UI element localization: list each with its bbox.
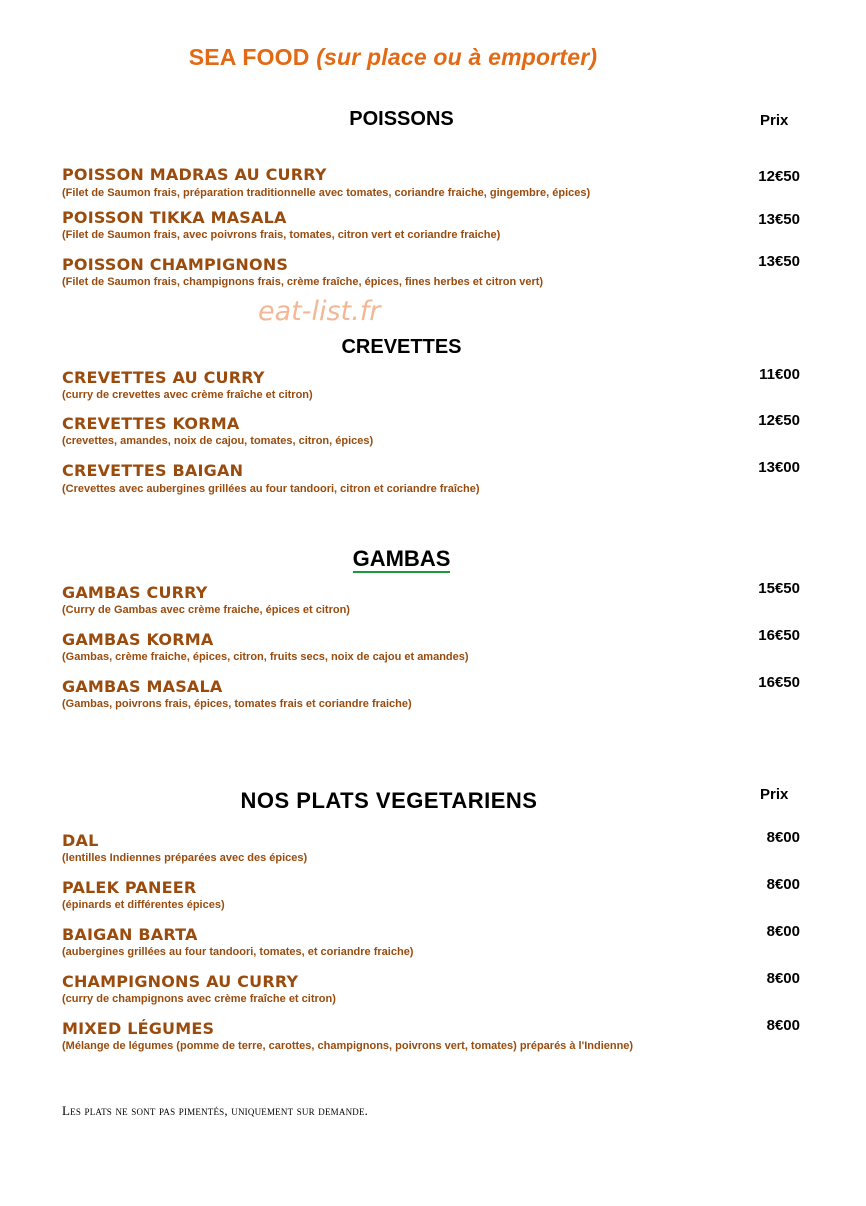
item-price: 15€50: [758, 580, 800, 597]
item-desc: (curry de crevettes avec crème fraîche et citron): [62, 389, 313, 401]
item-name: POISSON TIKKA MASALA: [62, 208, 287, 227]
section-title-gambas-text: GAMBAS: [352, 546, 451, 571]
item-name: GAMBAS KORMA: [62, 630, 214, 649]
item-price: 13€50: [758, 211, 800, 228]
item-name: CREVETTES AU CURRY: [62, 368, 265, 387]
item-price: 13€50: [758, 253, 800, 270]
item-name: GAMBAS MASALA: [62, 677, 223, 696]
item-desc: (Mélange de légumes (pomme de terre, carottes, champignons, poivrons vert, tomates) préparés à l'Indienne): [62, 1040, 634, 1052]
item-desc: (épinards et différentes épices): [62, 899, 225, 911]
item-price: 8€00: [766, 876, 800, 893]
item-desc: (Gambas, poivrons frais, épices, tomates frais et coriandre fraiche): [62, 698, 412, 710]
item-price: 8€00: [766, 1017, 800, 1034]
item-desc: (Gambas, crème fraiche, épices, citron, fruits secs, noix de cajou et amandes): [62, 651, 469, 663]
item-price: 16€50: [758, 674, 800, 691]
item-name: BAIGAN BARTA: [62, 925, 198, 944]
item-price: 11€00: [759, 366, 800, 383]
item-desc: (aubergines grillées au four tandoori, tomates, et coriandre fraiche): [62, 946, 414, 958]
item-name: CHAMPIGNONS AU CURRY: [62, 972, 299, 991]
item-price: 16€50: [758, 627, 800, 644]
item-price: 8€00: [766, 829, 800, 846]
price-heading-vegetarien: Prix: [760, 786, 789, 803]
item-price: 13€00: [758, 459, 800, 476]
footnote: Les plats ne sont pas pimentés, uniquement sur demande.: [62, 1103, 369, 1118]
item-price: 12€50: [758, 412, 800, 429]
section-title-crevettes: CREVETTES: [341, 336, 462, 358]
section-title-poissons: POISSONS: [349, 108, 454, 130]
item-desc: (crevettes, amandes, noix de cajou, tomates, citron, épices): [62, 435, 374, 447]
item-name: MIXED LÉGUMES: [62, 1019, 215, 1038]
section-title-vegetariens: NOS PLATS VEGETARIENS: [240, 788, 538, 813]
page-title: [0, 44, 786, 71]
section-title-gambas: [0, 546, 803, 572]
item-desc: (Filet de Saumon frais, préparation traditionnelle avec tomates, coriandre fraiche, gingembre, épices): [62, 187, 591, 199]
title-subtitle: (sur place ou à emporter): [316, 44, 598, 70]
item-desc: (Filet de Saumon frais, avec poivrons frais, tomates, citron vert et coriandre fraiche): [62, 229, 501, 241]
item-name: DAL: [62, 831, 99, 850]
item-price: 8€00: [766, 923, 800, 940]
title-main: SEA FOOD: [188, 44, 310, 70]
price-heading-seafood: Prix: [760, 112, 789, 129]
item-name: POISSON CHAMPIGNONS: [62, 255, 289, 274]
item-desc: (Crevettes avec aubergines grillées au four tandoori, citron et coriandre fraîche): [62, 483, 480, 495]
watermark-text: eat-list.fr: [258, 296, 381, 327]
item-name: CREVETTES BAIGAN: [62, 461, 244, 480]
item-desc: (Filet de Saumon frais, champignons frais, crème fraîche, épices, fines herbes et citron vert): [62, 276, 544, 288]
item-name: POISSON MADRAS AU CURRY: [62, 165, 327, 184]
item-name: GAMBAS CURRY: [62, 583, 208, 602]
item-name: PALEK PANEER: [62, 878, 197, 897]
item-desc: (lentilles Indiennes préparées avec des épices): [62, 852, 308, 864]
item-name: CREVETTES KORMA: [62, 414, 240, 433]
item-price: 12€50: [758, 168, 800, 185]
item-desc: (Curry de Gambas avec crème fraiche, épices et citron): [62, 604, 350, 616]
item-desc: (curry de champignons avec crème fraîche et citron): [62, 993, 336, 1005]
item-price: 8€00: [766, 970, 800, 987]
